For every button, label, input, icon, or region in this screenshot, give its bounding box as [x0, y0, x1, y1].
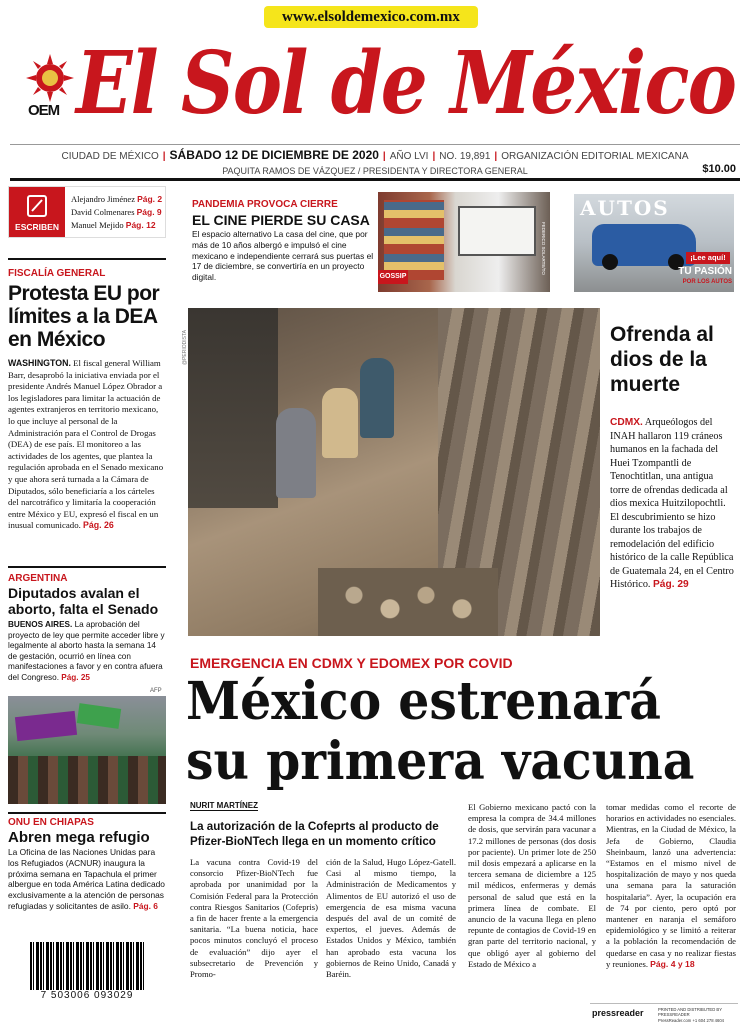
- pressreader-logo[interactable]: pressreader: [592, 1008, 644, 1018]
- cine-photo: [378, 192, 550, 292]
- cine-kicker: PANDEMIA PROVOCA CIERRE: [192, 199, 338, 210]
- fiscalia-kicker: FISCALÍA GENERAL: [8, 268, 106, 279]
- divider: [8, 258, 166, 260]
- photo-credit: @PERIODISTA: [182, 330, 188, 365]
- chiapas-kicker: ONU EN CHIAPAS: [8, 817, 94, 828]
- autos-slogan2: POR LOS AUTOS: [682, 279, 732, 285]
- escriben-list: [71, 193, 165, 232]
- vacuna-col-4: tomar medidas como el recorte de horarios en actividades no esenciales. Mientras, en la Ciudad de México, la Jefa de Gobierno, Claudia Sheinbaum, lanzó una advertencia: “Estamos en el mismo nivel de hospitalización de mayo y nos queda una semana para la saturación hospitalaria”. Ayer, la ocupación era de 74 por ciento, pero optó por mantener en naranja el semáforo epidemiológico y se limitó a reiterar a la población la recomendación de quedarse en casa y no realizar fiestas y reuniones. Pág. 4 y 18: [606, 802, 736, 969]
- vacuna-kicker: EMERGENCIA EN CDMX Y EDOMEX POR COVID: [190, 655, 513, 671]
- masthead-rule: [10, 178, 740, 181]
- publisher-line: PAQUITA RAMOS DE VÁZQUEZ / PRESIDENTA Y DIRECTORA GENERAL: [222, 166, 528, 176]
- edition-info-bar: CIUDAD DE MÉXICO | SÁBADO 12 DE DICIEMBRE DE 2020 | AÑO LVI | NO. 19,891 | ORGANIZACIÓN EDITORIAL MEXICANA: [61, 148, 689, 162]
- escriben-label: ESCRIBEN: [15, 222, 59, 232]
- argentina-protest-photo: [8, 696, 166, 804]
- argentina-headline[interactable]: Diputados avalan el aborto, falta el Senado: [8, 585, 159, 617]
- vacuna-col-1: La vacuna contra Covid-19 del consorcio Pfizer-BioNTech fue aprobada por unanimidad por la Comisión Federal para la Protección contra Riesgos Sanitarios (Cofepris) a fin de hacer frente a la emergencia sanitaria. “La buena noticia, hace pocos minutos concluyó el proceso de evaluación” dijo ayer el subsecretario de Prevención y Promo-: [190, 857, 318, 980]
- autos-slogan1: TU PASIÓN: [678, 266, 732, 277]
- escriben-badge: [9, 187, 65, 237]
- escriben-box: [8, 186, 166, 238]
- edition-date: SÁBADO 12 DE DICIEMBRE DE 2020: [169, 148, 379, 162]
- fiscalia-page-link[interactable]: Pág. 26: [83, 520, 114, 531]
- edition-number: NO. 19,891: [439, 151, 491, 162]
- ofrenda-headline[interactable]: Ofrenda al dios de la muerte: [610, 323, 714, 396]
- vacuna-headline-line2[interactable]: su primera vacuna: [186, 731, 695, 792]
- divider: [8, 566, 166, 568]
- chiapas-body: La Oficina de las Naciones Unidas para los Refugiados (ACNUR) inaugura la próxima semana en Tapachula el primer albergue en toda América Latina dedicado exclusivamente a la atención de personas refugiadas y solicitantes de asilo. Pág. 6: [8, 847, 165, 911]
- ofrenda-body: CDMX. Arqueólogos del INAH hallaron 119 cráneos humanos en la fachada del Huei Tzompantli de Tenochtitlan, una antigua torre de ofrendas dedicada al dios mexica Huitzilopochtli. El descubrimiento se hizo durante los trabajos de remodelación del edificio histórico de la calle República de Guatemala 24, en el Centro Histórico. Pág. 29: [610, 417, 734, 590]
- gossip-badge[interactable]: GOSSIP: [378, 270, 408, 284]
- argentina-photo-credit: AFP: [150, 688, 162, 694]
- edition-year: AÑO LVI: [389, 151, 429, 162]
- divider: [8, 812, 166, 814]
- vacuna-col-2: ción de la Salud, Hugo López-Gatell. Casi al mismo tiempo, la Administración de Medicamentos y Alimentos de EU autorizó el uso de emergencia de esa misma vacuna después del aval de un comité de expertos, el jueves. Además de Estados Unidos y México, también han aprobado esta vacuna los gobiernos de Reino Unido, Canadá y Baréin.: [326, 857, 456, 980]
- ofrenda-page-link[interactable]: Pág. 29: [653, 579, 689, 590]
- cine-body: El espacio alternativo La casa del cine, que por más de 10 años albergó e impulsó el cine mexicano e independiente cerrará sus puertas el 17 de diciembre, se convertiría en un proyecto digital.: [192, 229, 374, 283]
- argentina-kicker: ARGENTINA: [8, 573, 68, 584]
- chiapas-page-link[interactable]: Pág. 6: [133, 900, 158, 911]
- vacuna-deck: La autorización de la Cofeprts al producto de Pfizer-BioNTech llega en un momento crítico: [190, 820, 439, 848]
- fiscalia-headline[interactable]: Protesta EU por límites a la DEA en México: [8, 282, 160, 351]
- vacuna-col-3: El Gobierno mexicano pactó con la empresa la compra de 34.4 millones de dosis, que servirán para vacunar a 17.2 millones de personas (dos dosis por paciente). Un primer lote de 250 mil dosis empezará a aplicarse en la tercera semana de diciembre a 125 mil médicos, enfermeras y demás personal de salud que está en la primera línea de combate. El anuncio de la vacuna llega en pleno repunte de contagios de Covid-19 en gran parte del territorio nacional, y que obligó ayer al gobierno del Estado de México a: [468, 802, 596, 969]
- masthead-title[interactable]: El Sol de México: [76, 33, 736, 134]
- oem-logo-text: OEM: [28, 102, 60, 119]
- website-url[interactable]: www.elsoldemexico.com.mx: [264, 6, 478, 28]
- escriben-item[interactable]: David Colmenares Pág. 9: [71, 207, 162, 217]
- city: CIUDAD DE MÉXICO: [61, 151, 159, 162]
- argentina-page-link[interactable]: Pág. 25: [61, 672, 90, 682]
- escriben-item[interactable]: Manuel Mejido Pág. 12: [71, 220, 156, 230]
- chiapas-headline[interactable]: Abren mega refugio: [8, 829, 150, 846]
- divider: [10, 144, 740, 145]
- pen-icon: [27, 195, 47, 217]
- price: $10.00: [702, 163, 736, 175]
- autos-promo[interactable]: [574, 194, 734, 292]
- pressreader-footer: [590, 1003, 738, 1021]
- autos-brand: AUTOS: [580, 196, 670, 220]
- barcode: [30, 942, 144, 1004]
- tzompantli-photo: [188, 308, 600, 636]
- barcode-number: 7 503006 093029: [40, 990, 134, 1001]
- cine-headline[interactable]: EL CINE PIERDE SU CASA: [192, 212, 370, 228]
- cine-photo-credit: FEDERICO SOLARTE/TO: [541, 222, 546, 275]
- organization: ORGANIZACIÓN EDITORIAL MEXICANA: [501, 151, 689, 162]
- autos-cta[interactable]: ¡Lee aquí!: [686, 252, 730, 264]
- vacuna-headline-line1[interactable]: México estrenará: [186, 671, 661, 732]
- pressreader-print-note: PRINTED AND DISTRIBUTED BY PRESSREADER PressReader.com +1 604 278 4604: [658, 1007, 724, 1023]
- escriben-item[interactable]: Alejandro Jiménez Pág. 2: [71, 194, 163, 204]
- vacuna-page-link[interactable]: Pág. 4 y 18: [650, 958, 695, 969]
- argentina-body: BUENOS AIRES. La aprobación del proyecto de ley que permite acceder libre y legalmente al aborto hasta la semana 14 de gestación, ocurrió en línea con manifestaciones a favor y en contra afuera del Congreso. Pág. 25: [8, 620, 165, 682]
- fiscalia-body: WASHINGTON. El fiscal general William Barr, desaprobó la iniciativa enviada por el presidente Andrés Manuel López Obrador a los legisladores para limitar la actuación de agentes extranjeros en territorio mexicano, lo que incluye al personal de la Administración para el Control de Drogas (DEA) de ese país. El monitoreo a las actividades de los agentes, que plantea la regulación aprobada en el Senado mexicano y que ahora será turnada a la Cámara de Diputados, sólo beneficiaría a los cárteles del narcotráfico y limitaría la cooperación entre México y EU, expresó el fiscal en un inusual comunicado. Pág. 26: [8, 358, 164, 531]
- vacuna-byline: NURIT MARTÍNEZ: [190, 801, 258, 810]
- oem-logo: [24, 52, 76, 122]
